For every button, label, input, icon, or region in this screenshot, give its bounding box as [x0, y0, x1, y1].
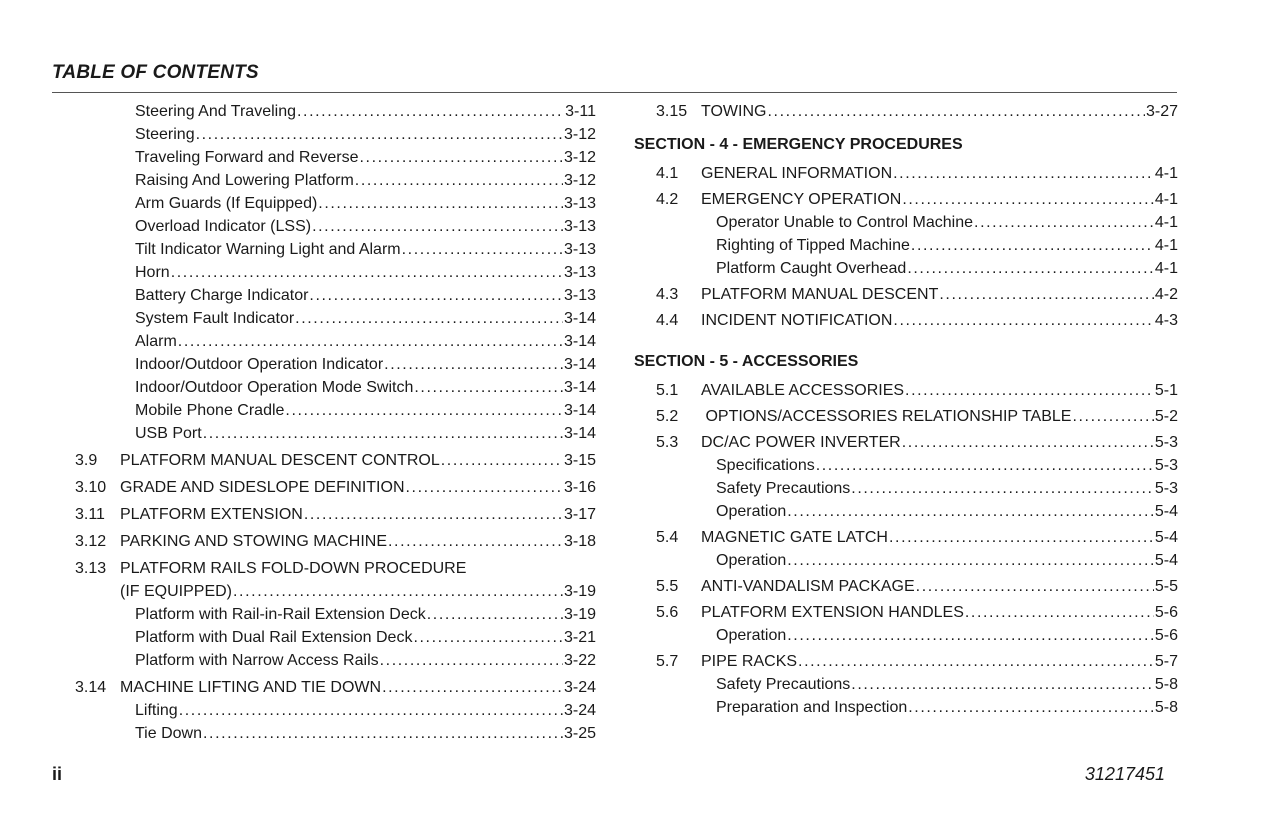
dot-leader — [382, 676, 563, 699]
toc-entry-title: PLATFORM MANUAL DESCENT — [701, 286, 939, 303]
toc-entry[interactable] — [634, 454, 1178, 477]
toc-entry-title: Indoor/Outdoor Operation Mode Switch — [135, 379, 414, 396]
dot-leader — [388, 530, 563, 553]
toc-entry-page: 3-12 — [563, 149, 596, 166]
toc-entry[interactable] — [634, 575, 1178, 598]
dot-leader — [851, 477, 1154, 500]
toc-entry-page: 5-6 — [1154, 627, 1178, 644]
dot-leader — [798, 650, 1154, 673]
toc-entry-number: 3.9 — [75, 452, 98, 469]
toc-entry-page: 4-1 — [1154, 260, 1178, 277]
dot-leader — [911, 234, 1154, 257]
dot-leader — [178, 330, 563, 353]
page-title: TABLE OF CONTENTS — [52, 62, 259, 83]
toc-entry-title: Platform with Narrow Access Rails — [135, 652, 379, 669]
toc-entry[interactable] — [75, 699, 596, 722]
toc-entry[interactable] — [634, 601, 1178, 624]
toc-entry-title: System Fault Indicator — [135, 310, 295, 327]
dot-leader — [309, 284, 563, 307]
toc-entry[interactable] — [75, 169, 596, 192]
toc-entry[interactable] — [634, 188, 1178, 211]
toc-entry-title: Tie Down — [135, 725, 202, 742]
toc-entry-number: 4.1 — [656, 165, 679, 182]
toc-entry-title: Horn — [135, 264, 170, 281]
toc-entry-page: 3-18 — [563, 533, 596, 550]
toc-entry-page: 3-19 — [563, 606, 596, 623]
toc-entry-number: 5.1 — [656, 382, 679, 399]
toc-entry[interactable] — [75, 353, 596, 376]
toc-entry-page: 3-13 — [563, 264, 596, 281]
toc-entry-page: 3-22 — [563, 652, 596, 669]
toc-entry-title: PLATFORM RAILS FOLD-DOWN PROCEDURE — [120, 560, 467, 577]
toc-entry-page: 3-13 — [563, 195, 596, 212]
toc-entry-number: 5.4 — [656, 529, 679, 546]
toc-entry-page: 5-4 — [1154, 552, 1178, 569]
dot-leader — [893, 162, 1154, 185]
toc-entry[interactable] — [75, 557, 596, 580]
toc-entry-page: 4-2 — [1154, 286, 1178, 303]
toc-entry[interactable] — [75, 307, 596, 330]
toc-entry-page: 3-19 — [563, 583, 596, 600]
toc-entry-number: 5.2 — [656, 408, 679, 425]
dot-leader — [787, 549, 1154, 572]
toc-entry-title: ANTI-VANDALISM PACKAGE — [701, 578, 915, 595]
dot-leader — [312, 215, 563, 238]
header-rule — [52, 92, 1177, 93]
dot-leader — [414, 376, 563, 399]
toc-entry[interactable] — [75, 399, 596, 422]
toc-entry-title: Platform Caught Overhead — [716, 260, 907, 277]
toc-entry-number: 3.11 — [75, 506, 105, 523]
dot-leader — [902, 188, 1154, 211]
toc-entry-page: 3-14 — [563, 356, 596, 373]
toc-entry-title: Arm Guards (If Equipped) — [135, 195, 318, 212]
toc-entry-page: 5-8 — [1154, 699, 1178, 716]
toc-entry-title: Preparation and Inspection — [716, 699, 908, 716]
toc-entry-number: 4.2 — [656, 191, 679, 208]
toc-entry-title: PIPE RACKS — [701, 653, 798, 670]
dot-leader — [196, 123, 563, 146]
dot-leader — [851, 673, 1154, 696]
toc-entry-number: 5.5 — [656, 578, 679, 595]
toc-entry[interactable] — [634, 211, 1178, 234]
toc-entry-title: OPTIONS/ACCESSORIES RELATIONSHIP TABLE — [701, 408, 1072, 425]
toc-entry[interactable] — [75, 476, 596, 499]
toc-entry-page: 5-4 — [1154, 503, 1178, 520]
toc-entry-page: 4-3 — [1154, 312, 1178, 329]
toc-entry-title: PARKING AND STOWING MACHINE — [120, 533, 387, 550]
toc-entry-title: Battery Charge Indicator — [135, 287, 309, 304]
toc-entry-page: 3-21 — [563, 629, 596, 646]
dot-leader — [816, 454, 1154, 477]
dot-leader — [905, 379, 1154, 402]
toc-entry[interactable] — [634, 162, 1178, 185]
toc-entry-title: TOWING — [701, 103, 767, 120]
toc-entry-page: 3-13 — [563, 218, 596, 235]
toc-entry-page: 3-13 — [563, 241, 596, 258]
toc-entry[interactable] — [75, 123, 596, 146]
toc-entry-page: 5-5 — [1154, 578, 1178, 595]
dot-leader — [908, 696, 1154, 719]
toc-entry[interactable] — [634, 500, 1178, 523]
dot-leader — [203, 422, 563, 445]
toc-entry-title: Steering — [135, 126, 195, 143]
toc-entry-page: 3-14 — [563, 310, 596, 327]
toc-entry-title: Alarm — [135, 333, 177, 350]
dot-leader — [767, 100, 1144, 123]
dot-leader — [171, 261, 563, 284]
toc-entry[interactable] — [75, 503, 596, 526]
toc-entry[interactable] — [634, 309, 1178, 332]
toc-entry[interactable] — [634, 431, 1178, 454]
toc-entry-title: Operation — [716, 627, 787, 644]
dot-leader — [203, 722, 563, 745]
toc-entry-number: 5.3 — [656, 434, 679, 451]
toc-entry-page: 3-14 — [563, 402, 596, 419]
toc-entry-title: MAGNETIC GATE LATCH — [701, 529, 888, 546]
dot-leader — [384, 353, 563, 376]
toc-entry-page: 5-3 — [1154, 434, 1178, 451]
dot-leader — [916, 575, 1154, 598]
toc-entry-page: 4-1 — [1154, 237, 1178, 254]
dot-leader — [965, 601, 1154, 624]
toc-entry-title: Specifications — [716, 457, 815, 474]
section-heading-4: SECTION - 4 - EMERGENCY PROCEDURES — [634, 136, 963, 153]
toc-entry-page: 3-11 — [565, 103, 596, 120]
toc-entry-page: 5-1 — [1154, 382, 1178, 399]
page-number: ii — [52, 764, 63, 784]
toc-entry[interactable] — [75, 100, 596, 123]
toc-entry-title: Righting of Tipped Machine — [716, 237, 910, 254]
toc-entry[interactable] — [634, 650, 1178, 673]
dot-leader — [304, 503, 563, 526]
toc-entry-title: Platform with Rail-in-Rail Extension Deck — [135, 606, 426, 623]
toc-entry-page: 3-12 — [563, 126, 596, 143]
toc-entry-page: 4-1 — [1154, 165, 1178, 182]
toc-entry[interactable] — [75, 146, 596, 169]
toc-entry-page: 3-24 — [563, 702, 596, 719]
dot-leader — [406, 476, 563, 499]
dot-leader — [787, 500, 1154, 523]
dot-leader — [427, 603, 563, 626]
dot-leader — [285, 399, 563, 422]
toc-entry-title: PLATFORM EXTENSION — [120, 506, 303, 523]
section-heading-5: SECTION - 5 - ACCESSORIES — [634, 353, 859, 370]
toc-entry-page: 3-25 — [563, 725, 596, 742]
toc-entry-number: 3.13 — [75, 560, 107, 577]
toc-entry[interactable] — [75, 626, 596, 649]
toc-entry[interactable] — [75, 722, 596, 745]
toc-entry-title: PLATFORM EXTENSION HANDLES — [701, 604, 964, 621]
toc-entry-page: 3-16 — [563, 479, 596, 496]
toc-entry[interactable] — [75, 284, 596, 307]
toc-entry-title: PLATFORM MANUAL DESCENT CONTROL — [120, 452, 440, 469]
toc-entry[interactable] — [634, 405, 1178, 428]
toc-entry[interactable] — [75, 580, 596, 603]
toc-entry-number: 5.7 — [656, 653, 679, 670]
document-number: 31217451 — [1084, 764, 1165, 784]
dot-leader — [380, 649, 563, 672]
section-5-entries — [634, 379, 1178, 719]
toc-entry-page: 3-12 — [563, 172, 596, 189]
dot-leader — [787, 624, 1154, 647]
toc-entry-page: 3-24 — [563, 679, 596, 696]
toc-entry-page: 3-14 — [563, 333, 596, 350]
toc-entry-number: 3.14 — [75, 679, 107, 696]
toc-entry-title: Mobile Phone Cradle — [135, 402, 285, 419]
toc-entry-3-15[interactable] — [634, 100, 1178, 123]
toc-left-column — [75, 100, 596, 745]
toc-entry-title: Safety Precautions — [716, 480, 851, 497]
toc-entry[interactable] — [75, 376, 596, 399]
toc-entry[interactable] — [75, 449, 596, 472]
toc-entry-title: Tilt Indicator Warning Light and Alarm — [135, 241, 401, 258]
toc-entry[interactable] — [75, 215, 596, 238]
toc-entry-title: INCIDENT NOTIFICATION — [701, 312, 893, 329]
dot-leader — [233, 580, 563, 603]
dot-leader — [402, 238, 563, 261]
toc-entry[interactable] — [75, 422, 596, 445]
toc-entry-number: 3.12 — [75, 533, 107, 550]
toc-entry[interactable] — [75, 238, 596, 261]
toc-entry-title: MACHINE LIFTING AND TIE DOWN — [120, 679, 382, 696]
toc-entry-title: GRADE AND SIDESLOPE DEFINITION — [120, 479, 405, 496]
toc-entry-title: Raising And Lowering Platform — [135, 172, 354, 189]
toc-right-column — [634, 100, 1178, 719]
toc-entry-title: EMERGENCY OPERATION — [701, 191, 902, 208]
dot-leader — [441, 449, 563, 472]
toc-entry-page: 3-17 — [563, 506, 596, 523]
toc-entry-page: 3-13 — [563, 287, 596, 304]
toc-entry-page: 5-4 — [1154, 529, 1178, 546]
dot-leader — [902, 431, 1154, 454]
toc-entry-page: 4-1 — [1154, 191, 1178, 208]
toc-entry-page: 3-14 — [563, 425, 596, 442]
toc-entry-number: 3.15 — [656, 103, 688, 120]
dot-leader — [1072, 405, 1153, 428]
toc-entry-title: Platform with Dual Rail Extension Deck — [135, 629, 413, 646]
toc-entry[interactable] — [634, 526, 1178, 549]
toc-entry-page: 5-3 — [1154, 457, 1178, 474]
dot-leader — [297, 100, 564, 123]
toc-entry-page: 3-14 — [563, 379, 596, 396]
dot-leader — [939, 283, 1154, 306]
toc-entry-page: 4-1 — [1154, 214, 1178, 231]
toc-entry[interactable] — [634, 549, 1178, 572]
toc-entry[interactable] — [634, 696, 1178, 719]
dot-leader — [179, 699, 563, 722]
toc-entry[interactable] — [634, 379, 1178, 402]
toc-entry[interactable] — [75, 603, 596, 626]
dot-leader — [889, 526, 1154, 549]
toc-entry-number: 4.3 — [656, 286, 679, 303]
toc-entry-number: 5.6 — [656, 604, 679, 621]
toc-entry-title: Operation — [716, 552, 787, 569]
toc-entry-title: DC/AC POWER INVERTER — [701, 434, 901, 451]
toc-entry[interactable] — [75, 676, 596, 699]
section-4-entries — [634, 162, 1178, 332]
toc-entry[interactable] — [634, 283, 1178, 306]
toc-entry-title: Traveling Forward and Reverse — [135, 149, 359, 166]
toc-entry[interactable] — [75, 530, 596, 553]
toc-entry-title: Operation — [716, 503, 787, 520]
toc-entry-page: 5-7 — [1154, 653, 1178, 670]
toc-entry-page: 5-2 — [1154, 408, 1178, 425]
dot-leader — [893, 309, 1153, 332]
dot-leader — [413, 626, 563, 649]
toc-entry-title: Steering And Traveling — [135, 103, 296, 120]
toc-entry[interactable] — [75, 330, 596, 353]
toc-entry-title: Operator Unable to Control Machine — [716, 214, 974, 231]
toc-entry-page: 5-6 — [1154, 604, 1178, 621]
toc-entry[interactable] — [634, 234, 1178, 257]
toc-entry-number: 4.4 — [656, 312, 679, 329]
toc-entry-page: 3-27 — [1145, 103, 1178, 120]
toc-entry-title: Overload Indicator (LSS) — [135, 218, 312, 235]
toc-entry-title: Indoor/Outdoor Operation Indicator — [135, 356, 384, 373]
toc-entry-title: USB Port — [135, 425, 202, 442]
dot-leader — [318, 192, 563, 215]
toc-entry-title: (IF EQUIPPED) — [120, 583, 233, 600]
toc-entry-title: AVAILABLE ACCESSORIES — [701, 382, 905, 399]
toc-entry[interactable] — [75, 649, 596, 672]
toc-entry-number: 3.10 — [75, 479, 107, 496]
toc-entry[interactable] — [634, 477, 1178, 500]
toc-entry[interactable] — [75, 261, 596, 284]
dot-leader — [295, 307, 563, 330]
toc-entry-title: Safety Precautions — [716, 676, 851, 693]
toc-entry[interactable] — [634, 624, 1178, 647]
dot-leader — [360, 146, 563, 169]
toc-entry-page: 3-15 — [563, 452, 596, 469]
dot-leader — [907, 257, 1154, 280]
dot-leader — [974, 211, 1154, 234]
toc-entry-page: 5-3 — [1154, 480, 1178, 497]
toc-entry-title: Lifting — [135, 702, 178, 719]
toc-entry[interactable] — [634, 673, 1178, 696]
toc-entry[interactable] — [75, 192, 596, 215]
dot-leader — [355, 169, 563, 192]
toc-entry-page: 5-8 — [1154, 676, 1178, 693]
toc-entry[interactable] — [634, 257, 1178, 280]
toc-entry-title: GENERAL INFORMATION — [701, 165, 893, 182]
